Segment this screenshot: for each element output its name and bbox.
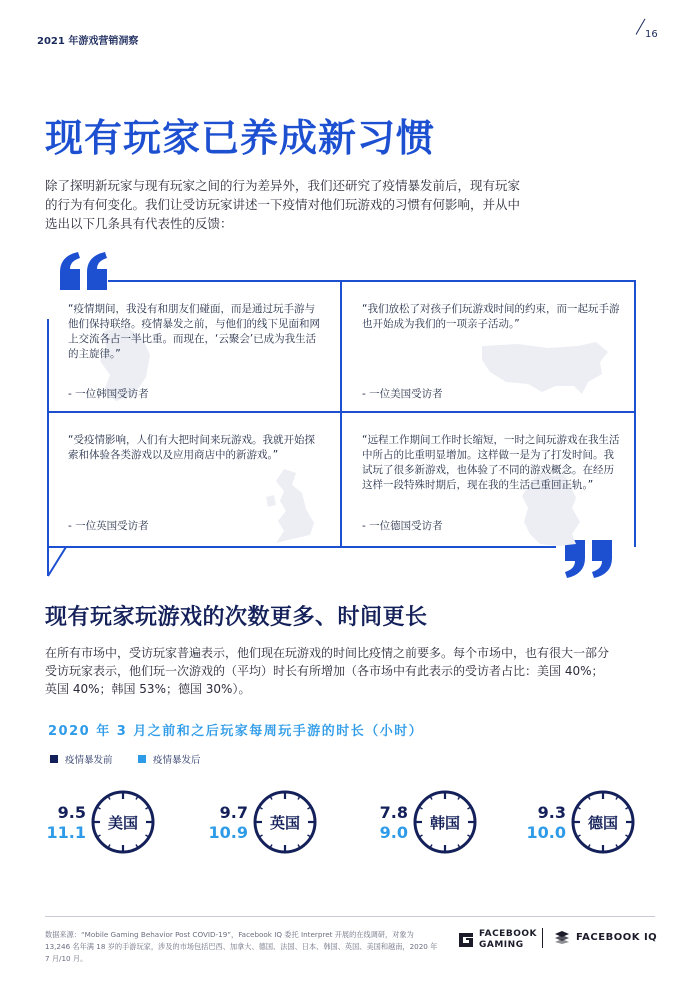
hours-before-korea: 7.8 [379, 803, 408, 822]
market-label-germany: 德国 [587, 814, 618, 832]
section-paragraph: 在所有市场中，受访玩家普遍表示，他们现在玩游戏的时间比疫情之前要多。每个市场中，也有很大一部分受访玩家表示，他们玩一次游戏的（平均）时长有所增加（各市场中有此表示的受访者占比：美国 40%；英国 40%；韩国 53%；德国 30%）。 [45, 646, 610, 696]
facebook-iq-icon [554, 930, 570, 944]
legend-after-swatch [138, 755, 146, 763]
market-label-usa: 美国 [107, 814, 138, 832]
quote-germany: “远程工作期间工作时长缩短，一时之间玩游戏在我生活中所占的比重明显增加。这样做一是为了打发时间。我试玩了很多新游戏，也体验了不同的游戏概念。在经历这样一段特殊时期后，现在我的生活已重回正轨。” [362, 434, 620, 491]
hours-after-usa: 11.1 [46, 823, 86, 842]
quote-uk: “受疫情影响，人们有大把时间来玩游戏。我就开始探索和体验各类游戏以及应用商店中的新游戏。” [68, 434, 315, 461]
attribution-uk: - 一位英国受访者 [68, 520, 149, 532]
footer-divider [45, 916, 655, 917]
facebook-gaming-icon [458, 932, 474, 948]
legend-after [138, 752, 201, 766]
logo-divider [542, 928, 543, 948]
stat-korea [360, 803, 408, 843]
legend-before [50, 752, 113, 766]
facebook-gaming-logo [458, 929, 537, 951]
stat-germany [518, 803, 566, 843]
quote-korea: “疫情期间，我没有和朋友们碰面，而是通过玩手游与他们保持联络。疫情暴发之前，与他们的线下见面和网上交流各占一半比重。而现在，‘云聚会’已成为我生活的主旋律。” [68, 303, 320, 360]
facebook-iq-logo [554, 930, 657, 944]
legend-before-label: 疫情暴发前 [65, 755, 113, 766]
facebook-iq-text: FACEBOOK IQ [576, 931, 658, 943]
stat-uk [200, 803, 248, 843]
hours-before-usa: 9.5 [57, 803, 86, 822]
source-note: 数据来源：“Mobile Gaming Behavior Post COVID-19”，Facebook IQ 委托 Interpret 开展的在线调研，对象为 13,246 名年满 18 岁的手游玩家，涉及的市场包括巴西、加拿大、德国、法国、日本、韩国、英国、美国和越南，2020 年 7 月/10 月。 [45, 930, 438, 963]
hours-before-germany: 9.3 [537, 803, 566, 822]
gaming-logo-line2: GAMING [479, 940, 524, 950]
report-title: 2021 年游戏营销洞察 [37, 36, 139, 47]
legend-before-swatch [50, 755, 58, 763]
hours-after-uk: 10.9 [208, 823, 248, 842]
page-number-slash [636, 19, 646, 35]
chart-title: 2020 年 3 月之前和之后玩家每周玩手游的时长（小时） [48, 724, 424, 739]
market-label-korea: 韩国 [429, 814, 460, 832]
legend-after-label: 疫情暴发后 [153, 755, 201, 766]
usa-map-icon [478, 338, 613, 398]
section-title: 现有玩家玩游戏的次数更多、时间更长 [45, 605, 428, 630]
stat-usa [38, 803, 86, 843]
page-number: 16 [645, 29, 658, 40]
attribution-germany: - 一位德国受访者 [362, 520, 443, 532]
gaming-logo-line1: FACEBOOK [479, 929, 537, 939]
page-title: 现有玩家已养成新习惯 [45, 116, 436, 160]
hours-after-korea: 9.0 [379, 823, 408, 842]
hours-after-germany: 10.0 [526, 823, 566, 842]
uk-map-icon [262, 467, 322, 547]
quote-usa: “我们放松了对孩子们玩游戏时间的约束，而一起玩手游也开始成为我们的一项亲子活动。” [362, 303, 620, 330]
open-quote-icon [58, 250, 110, 292]
hours-before-uk: 9.7 [219, 803, 248, 822]
intro-paragraph: 除了探明新玩家与现有玩家之间的行为差异外，我们还研究了疫情暴发前后，现有玩家的行为有何变化。我们让受访玩家讲述一下疫情对他们玩游戏的习惯有何影响，并从中选出以下几条具有代表性的反馈： [45, 178, 521, 231]
attribution-usa: - 一位美国受访者 [362, 388, 443, 400]
market-label-uk: 英国 [269, 814, 300, 832]
attribution-korea: - 一位韩国受访者 [68, 388, 149, 400]
